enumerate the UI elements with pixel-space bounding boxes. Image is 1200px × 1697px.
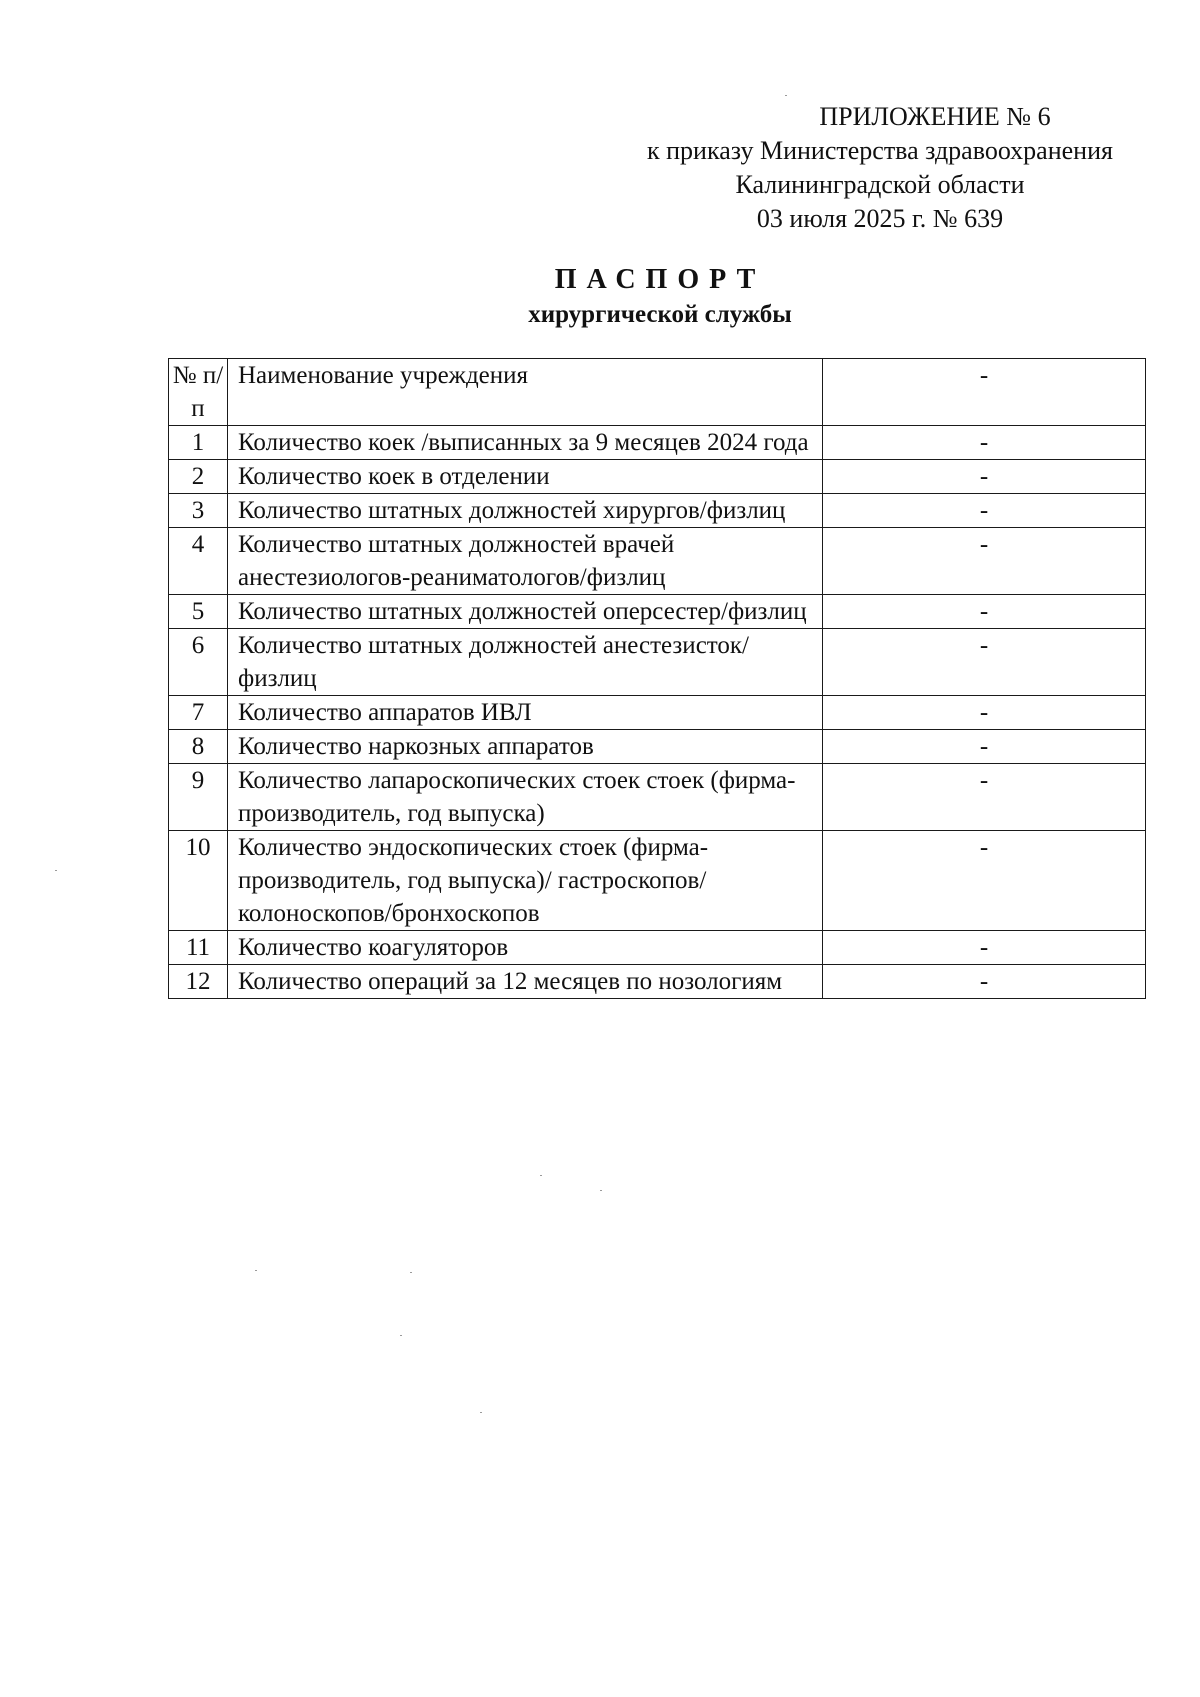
row-name: Количество коагуляторов bbox=[228, 931, 823, 965]
table-row bbox=[169, 764, 1146, 831]
row-num: 11 bbox=[169, 931, 228, 965]
table-row bbox=[169, 629, 1146, 696]
scan-speck bbox=[785, 95, 787, 96]
header-value-cell: - bbox=[823, 359, 1146, 426]
appendix-number: ПРИЛОЖЕНИЕ № 6 bbox=[819, 102, 1051, 131]
scan-speck bbox=[540, 1175, 542, 1176]
row-name: Количество эндоскопических стоек (фирма-производитель, год выпуска)/ гастроскопов/колоноскопов/бронхоскопов bbox=[228, 831, 823, 931]
row-name: Количество штатных должностей хирургов/физлиц bbox=[228, 494, 823, 528]
row-num: 9 bbox=[169, 764, 228, 831]
table-row bbox=[169, 494, 1146, 528]
row-name: Количество штатных должностей оперсестер/физлиц bbox=[228, 595, 823, 629]
document-title bbox=[0, 262, 1200, 332]
table-row bbox=[169, 931, 1146, 965]
row-value: - bbox=[823, 831, 1146, 931]
table-row bbox=[169, 696, 1146, 730]
row-value: - bbox=[823, 528, 1146, 595]
row-value: - bbox=[823, 460, 1146, 494]
row-num: 7 bbox=[169, 696, 228, 730]
scan-speck bbox=[480, 1412, 482, 1413]
row-name: Количество штатных должностей анестезисток/физлиц bbox=[228, 629, 823, 696]
row-num: 3 bbox=[169, 494, 228, 528]
passport-table bbox=[168, 358, 1146, 999]
row-value: - bbox=[823, 965, 1146, 999]
title-sub: хирургической службы bbox=[528, 301, 792, 328]
header-num-cell: № п/п bbox=[169, 359, 228, 426]
title-main: ПАСПОРТ bbox=[554, 264, 766, 295]
row-name: Количество штатных должностей врачей анестезиологов-реаниматологов/физлиц bbox=[228, 528, 823, 595]
row-name: Количество коек в отделении bbox=[228, 460, 823, 494]
row-value: - bbox=[823, 696, 1146, 730]
row-value: - bbox=[823, 931, 1146, 965]
table-row bbox=[169, 426, 1146, 460]
scan-speck bbox=[55, 870, 57, 871]
row-value: - bbox=[823, 494, 1146, 528]
table-row bbox=[169, 831, 1146, 931]
row-value: - bbox=[823, 426, 1146, 460]
row-value: - bbox=[823, 595, 1146, 629]
region-name: Калининградской области bbox=[735, 170, 1025, 199]
row-value: - bbox=[823, 730, 1146, 764]
row-num: 4 bbox=[169, 528, 228, 595]
row-name: Количество наркозных аппаратов bbox=[228, 730, 823, 764]
row-name: Количество операций за 12 месяцев по нозологиям bbox=[228, 965, 823, 999]
table-row bbox=[169, 595, 1146, 629]
appendix-header bbox=[600, 100, 1160, 236]
row-num: 2 bbox=[169, 460, 228, 494]
row-name: Количество аппаратов ИВЛ bbox=[228, 696, 823, 730]
table-row bbox=[169, 965, 1146, 999]
table-header-row bbox=[169, 359, 1146, 426]
row-num: 5 bbox=[169, 595, 228, 629]
row-value: - bbox=[823, 764, 1146, 831]
header-name-cell: Наименование учреждения bbox=[228, 359, 823, 426]
order-date: 03 июля 2025 г. № 639 bbox=[756, 204, 1004, 233]
row-value: - bbox=[823, 629, 1146, 696]
row-name: Количество коек /выписанных за 9 месяцев 2024 года bbox=[228, 426, 823, 460]
scan-speck bbox=[400, 1335, 402, 1336]
scan-speck bbox=[255, 1270, 257, 1271]
row-num: 1 bbox=[169, 426, 228, 460]
row-num: 12 bbox=[169, 965, 228, 999]
scan-speck bbox=[410, 1272, 412, 1273]
row-num: 10 bbox=[169, 831, 228, 931]
table-row bbox=[169, 460, 1146, 494]
order-reference: к приказу Министерства здравоохранения bbox=[647, 136, 1113, 165]
row-name: Количество лапароскопических стоек стоек (фирма-производитель, год выпуска) bbox=[228, 764, 823, 831]
row-num: 6 bbox=[169, 629, 228, 696]
row-num: 8 bbox=[169, 730, 228, 764]
table-row bbox=[169, 730, 1146, 764]
table-row bbox=[169, 528, 1146, 595]
scan-speck bbox=[600, 1190, 602, 1191]
